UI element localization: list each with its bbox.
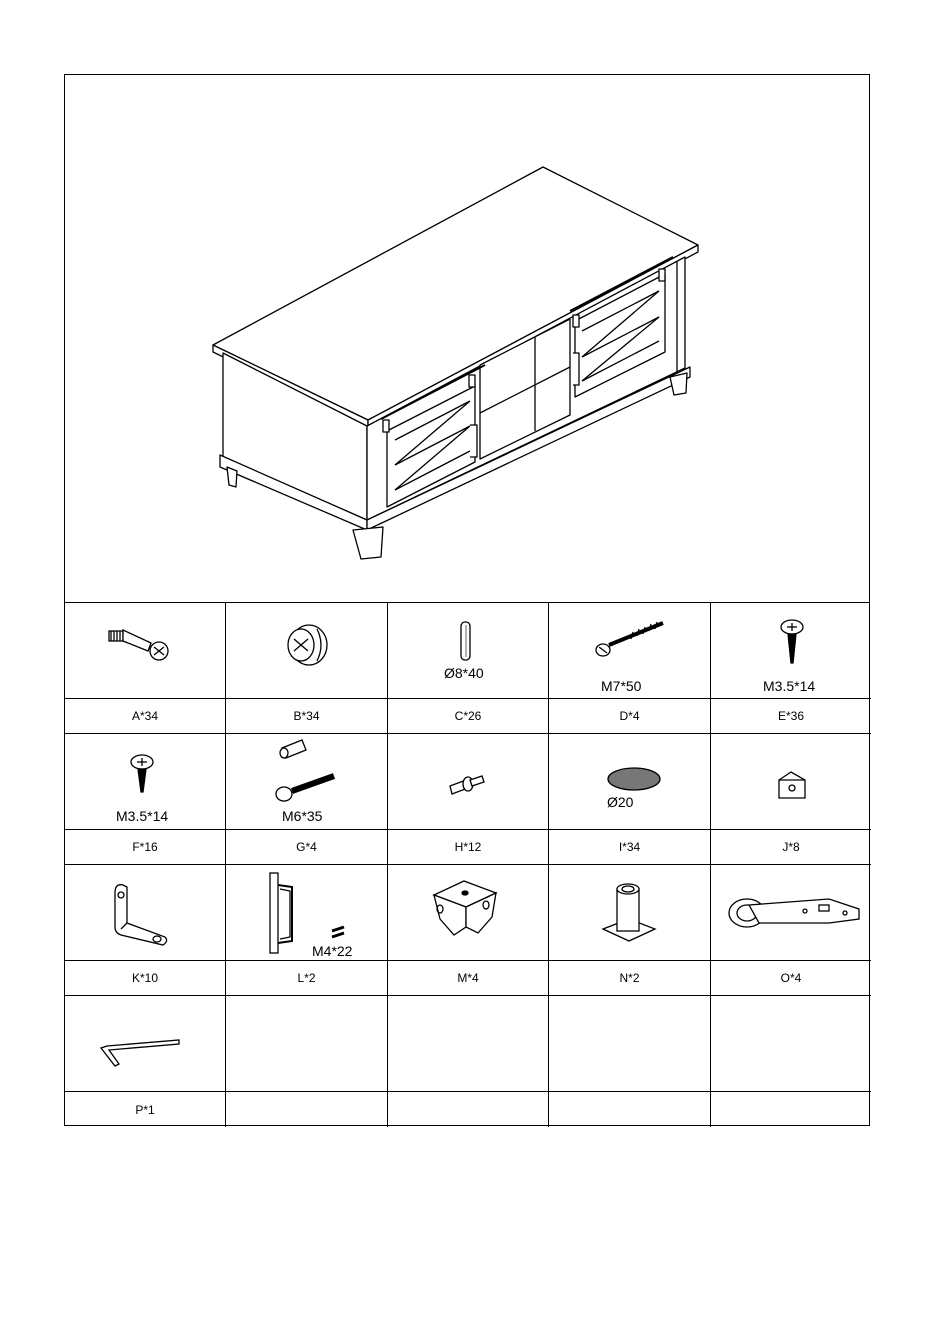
furniture-foot-icon bbox=[426, 875, 506, 945]
l-bracket-icon bbox=[105, 879, 175, 949]
part-image-m bbox=[388, 865, 549, 961]
empty-cell bbox=[388, 996, 549, 1092]
part-label-d: D*4 bbox=[549, 699, 711, 734]
part-label-b: B*34 bbox=[226, 699, 388, 734]
leg-mount-icon bbox=[599, 877, 659, 947]
empty-label-cell bbox=[549, 1092, 711, 1127]
part-size-c: Ø8*40 bbox=[444, 665, 484, 681]
cover-cap-icon bbox=[604, 764, 664, 794]
part-label-g: G*4 bbox=[226, 830, 388, 865]
product-illustration bbox=[65, 75, 869, 602]
shelf-pin-icon bbox=[446, 772, 486, 800]
part-label-l: L*2 bbox=[226, 961, 388, 996]
empty-label-cell bbox=[226, 1092, 388, 1127]
part-size-g: M6*35 bbox=[282, 808, 323, 824]
part-image-e bbox=[711, 603, 871, 699]
empty-label-cell bbox=[711, 1092, 871, 1127]
tv-stand-illustration bbox=[65, 75, 871, 602]
part-image-d bbox=[549, 603, 711, 699]
cam-bolt-icon bbox=[101, 621, 181, 671]
part-label-k: K*10 bbox=[65, 961, 226, 996]
part-image-c bbox=[388, 603, 549, 699]
long-screw-icon bbox=[591, 617, 671, 662]
parts-grid bbox=[65, 602, 869, 1127]
part-label-e: E*36 bbox=[711, 699, 871, 734]
screw-icon bbox=[127, 752, 157, 796]
part-label-m: M*4 bbox=[388, 961, 549, 996]
bolt-spacer-icon bbox=[272, 736, 342, 808]
part-label-o: O*4 bbox=[711, 961, 871, 996]
part-image-a bbox=[65, 603, 226, 699]
part-size-d: M7*50 bbox=[601, 678, 642, 694]
part-image-h bbox=[388, 734, 549, 830]
part-size-i: Ø20 bbox=[607, 794, 634, 810]
cam-lock-icon bbox=[277, 621, 337, 677]
part-image-l bbox=[226, 865, 388, 961]
part-image-j bbox=[711, 734, 871, 830]
parts-sheet bbox=[64, 74, 870, 1126]
part-size-f: M3.5*14 bbox=[116, 808, 169, 824]
part-image-i bbox=[549, 734, 711, 830]
empty-cell bbox=[549, 996, 711, 1092]
part-label-a: A*34 bbox=[65, 699, 226, 734]
part-label-f: F*16 bbox=[65, 830, 226, 865]
plastic-corner-icon bbox=[775, 768, 809, 802]
part-label-c: C*26 bbox=[388, 699, 549, 734]
empty-cell bbox=[711, 996, 871, 1092]
part-size-l: M4*22 bbox=[312, 943, 353, 959]
part-image-g bbox=[226, 734, 388, 830]
part-label-j: J*8 bbox=[711, 830, 871, 865]
part-label-n: N*2 bbox=[549, 961, 711, 996]
part-label-i: I*34 bbox=[549, 830, 711, 865]
part-image-f bbox=[65, 734, 226, 830]
part-image-p bbox=[65, 996, 226, 1092]
part-size-e: M3.5*14 bbox=[763, 678, 816, 694]
sliding-roller-icon bbox=[719, 889, 869, 939]
wood-dowel-icon bbox=[456, 619, 476, 664]
screw-icon bbox=[777, 617, 807, 667]
empty-label-cell bbox=[388, 1092, 549, 1127]
part-image-b bbox=[226, 603, 388, 699]
part-label-h: H*12 bbox=[388, 830, 549, 865]
part-label-p: P*1 bbox=[65, 1092, 226, 1127]
empty-cell bbox=[226, 996, 388, 1092]
part-image-n bbox=[549, 865, 711, 961]
part-image-o bbox=[711, 865, 871, 961]
allen-key-icon bbox=[97, 1034, 187, 1074]
part-image-k bbox=[65, 865, 226, 961]
